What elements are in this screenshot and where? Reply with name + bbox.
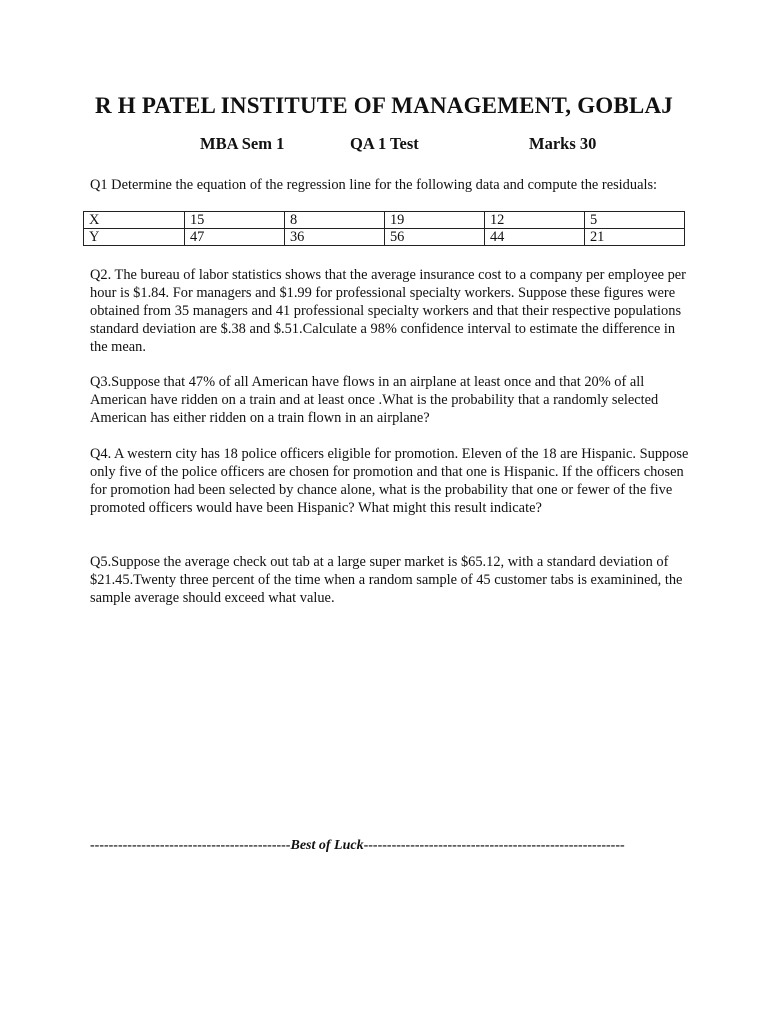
question-2: Q2. The bureau of labor statistics shows that the average insurance cost to a company per employee per hour is $1.84. For managers and $1.99 for professional specialty workers. Suppose these figures were obtained from 35 managers and 41 professional specialty workers and that their respective populations standard deviation are $.38 and $.51.Calculate a 98% confidence interval to estimate the difference in the mean. xyxy=(90,267,686,355)
table-cell: X xyxy=(84,212,185,229)
footer-dashes-right: -------------------------------------------------------- xyxy=(363,838,625,853)
table-cell: 21 xyxy=(584,229,684,246)
table-cell: 19 xyxy=(384,212,484,229)
course-label: MBA Sem 1 xyxy=(200,134,285,153)
footer-dashes-left: ------------------------------------------- xyxy=(90,838,291,853)
table-cell: 56 xyxy=(384,229,484,246)
table-cell: 36 xyxy=(284,229,384,246)
table-cell: 15 xyxy=(184,212,284,229)
marks-label: Marks 30 xyxy=(529,134,597,153)
footer-text: Best of Luck xyxy=(290,838,364,853)
institute-title: R H PATEL INSTITUTE OF MANAGEMENT, GOBLAJ xyxy=(95,93,673,118)
question-1: Q1 Determine the equation of the regression line for the following data and compute the residuals: xyxy=(90,177,658,193)
table-cell: 8 xyxy=(284,212,384,229)
footer-line xyxy=(90,838,690,854)
table-cell: 5 xyxy=(584,212,684,229)
table-cell: Y xyxy=(84,229,185,246)
test-label: QA 1 Test xyxy=(350,134,419,153)
question-3: Q3.Suppose that 47% of all American have flows in an airplane at least once and that 20% of all American have ridden on a train and at least once .What is the probability that a randomly selected American has either ridden on a train flown in an airplane? xyxy=(90,374,659,426)
regression-data-table xyxy=(83,211,685,246)
question-4: Q4. A western city has 18 police officers eligible for promotion. Eleven of the 18 are Hispanic. Suppose only five of the police officers are chosen for promotion and that one is Hispanic. If the officers chosen for promotion had been selected by chance alone, what is the probability that one or fewer of the five promoted officers would have been Hispanic? What might this result indicate? xyxy=(90,446,689,516)
table-row xyxy=(84,229,685,246)
table-cell: 44 xyxy=(484,229,584,246)
table-cell: 12 xyxy=(484,212,584,229)
table-row xyxy=(84,212,685,229)
table-cell: 47 xyxy=(184,229,284,246)
question-5: Q5.Suppose the average check out tab at a large super market is $65.12, with a standard deviation of $21.45.Twenty three percent of the time when a random sample of 45 customer tabs is examinined, the sample average should exceed what value. xyxy=(90,554,683,606)
